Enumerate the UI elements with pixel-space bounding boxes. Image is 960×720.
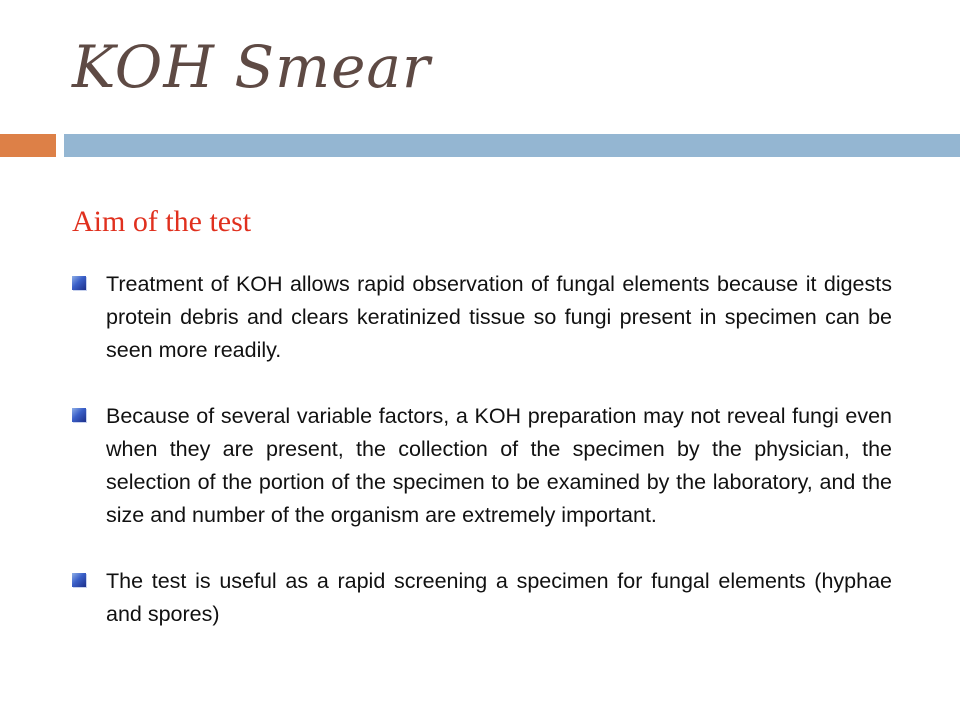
accent-bar-blue [64, 134, 960, 157]
slide-title: KOH Smear [72, 33, 431, 101]
bullet-item [72, 268, 892, 367]
bullet-item [72, 400, 892, 532]
bullet-item [72, 565, 892, 631]
square-bullet-icon [72, 573, 86, 587]
slide-subtitle: Aim of the test [72, 205, 252, 238]
bullet-text: The test is useful as a rapid screening a specimen for fungal elements (hyphae and spores) [106, 569, 892, 626]
bullet-text: Because of several variable factors, a KOH preparation may not reveal fungi even when they are present, the collection of the specimen by the physician, the selection of the portion of the specimen to be examined by the laboratory, and the size and number of the organism are extremely important. [106, 404, 892, 527]
bullet-text: Treatment of KOH allows rapid observation of fungal elements because it digests protein debris and clears keratinized tissue so fungi present in specimen can be seen more readily. [106, 272, 892, 362]
accent-bar-orange [0, 134, 56, 157]
square-bullet-icon [72, 408, 86, 422]
bullet-list [72, 268, 892, 664]
square-bullet-icon [72, 276, 86, 290]
